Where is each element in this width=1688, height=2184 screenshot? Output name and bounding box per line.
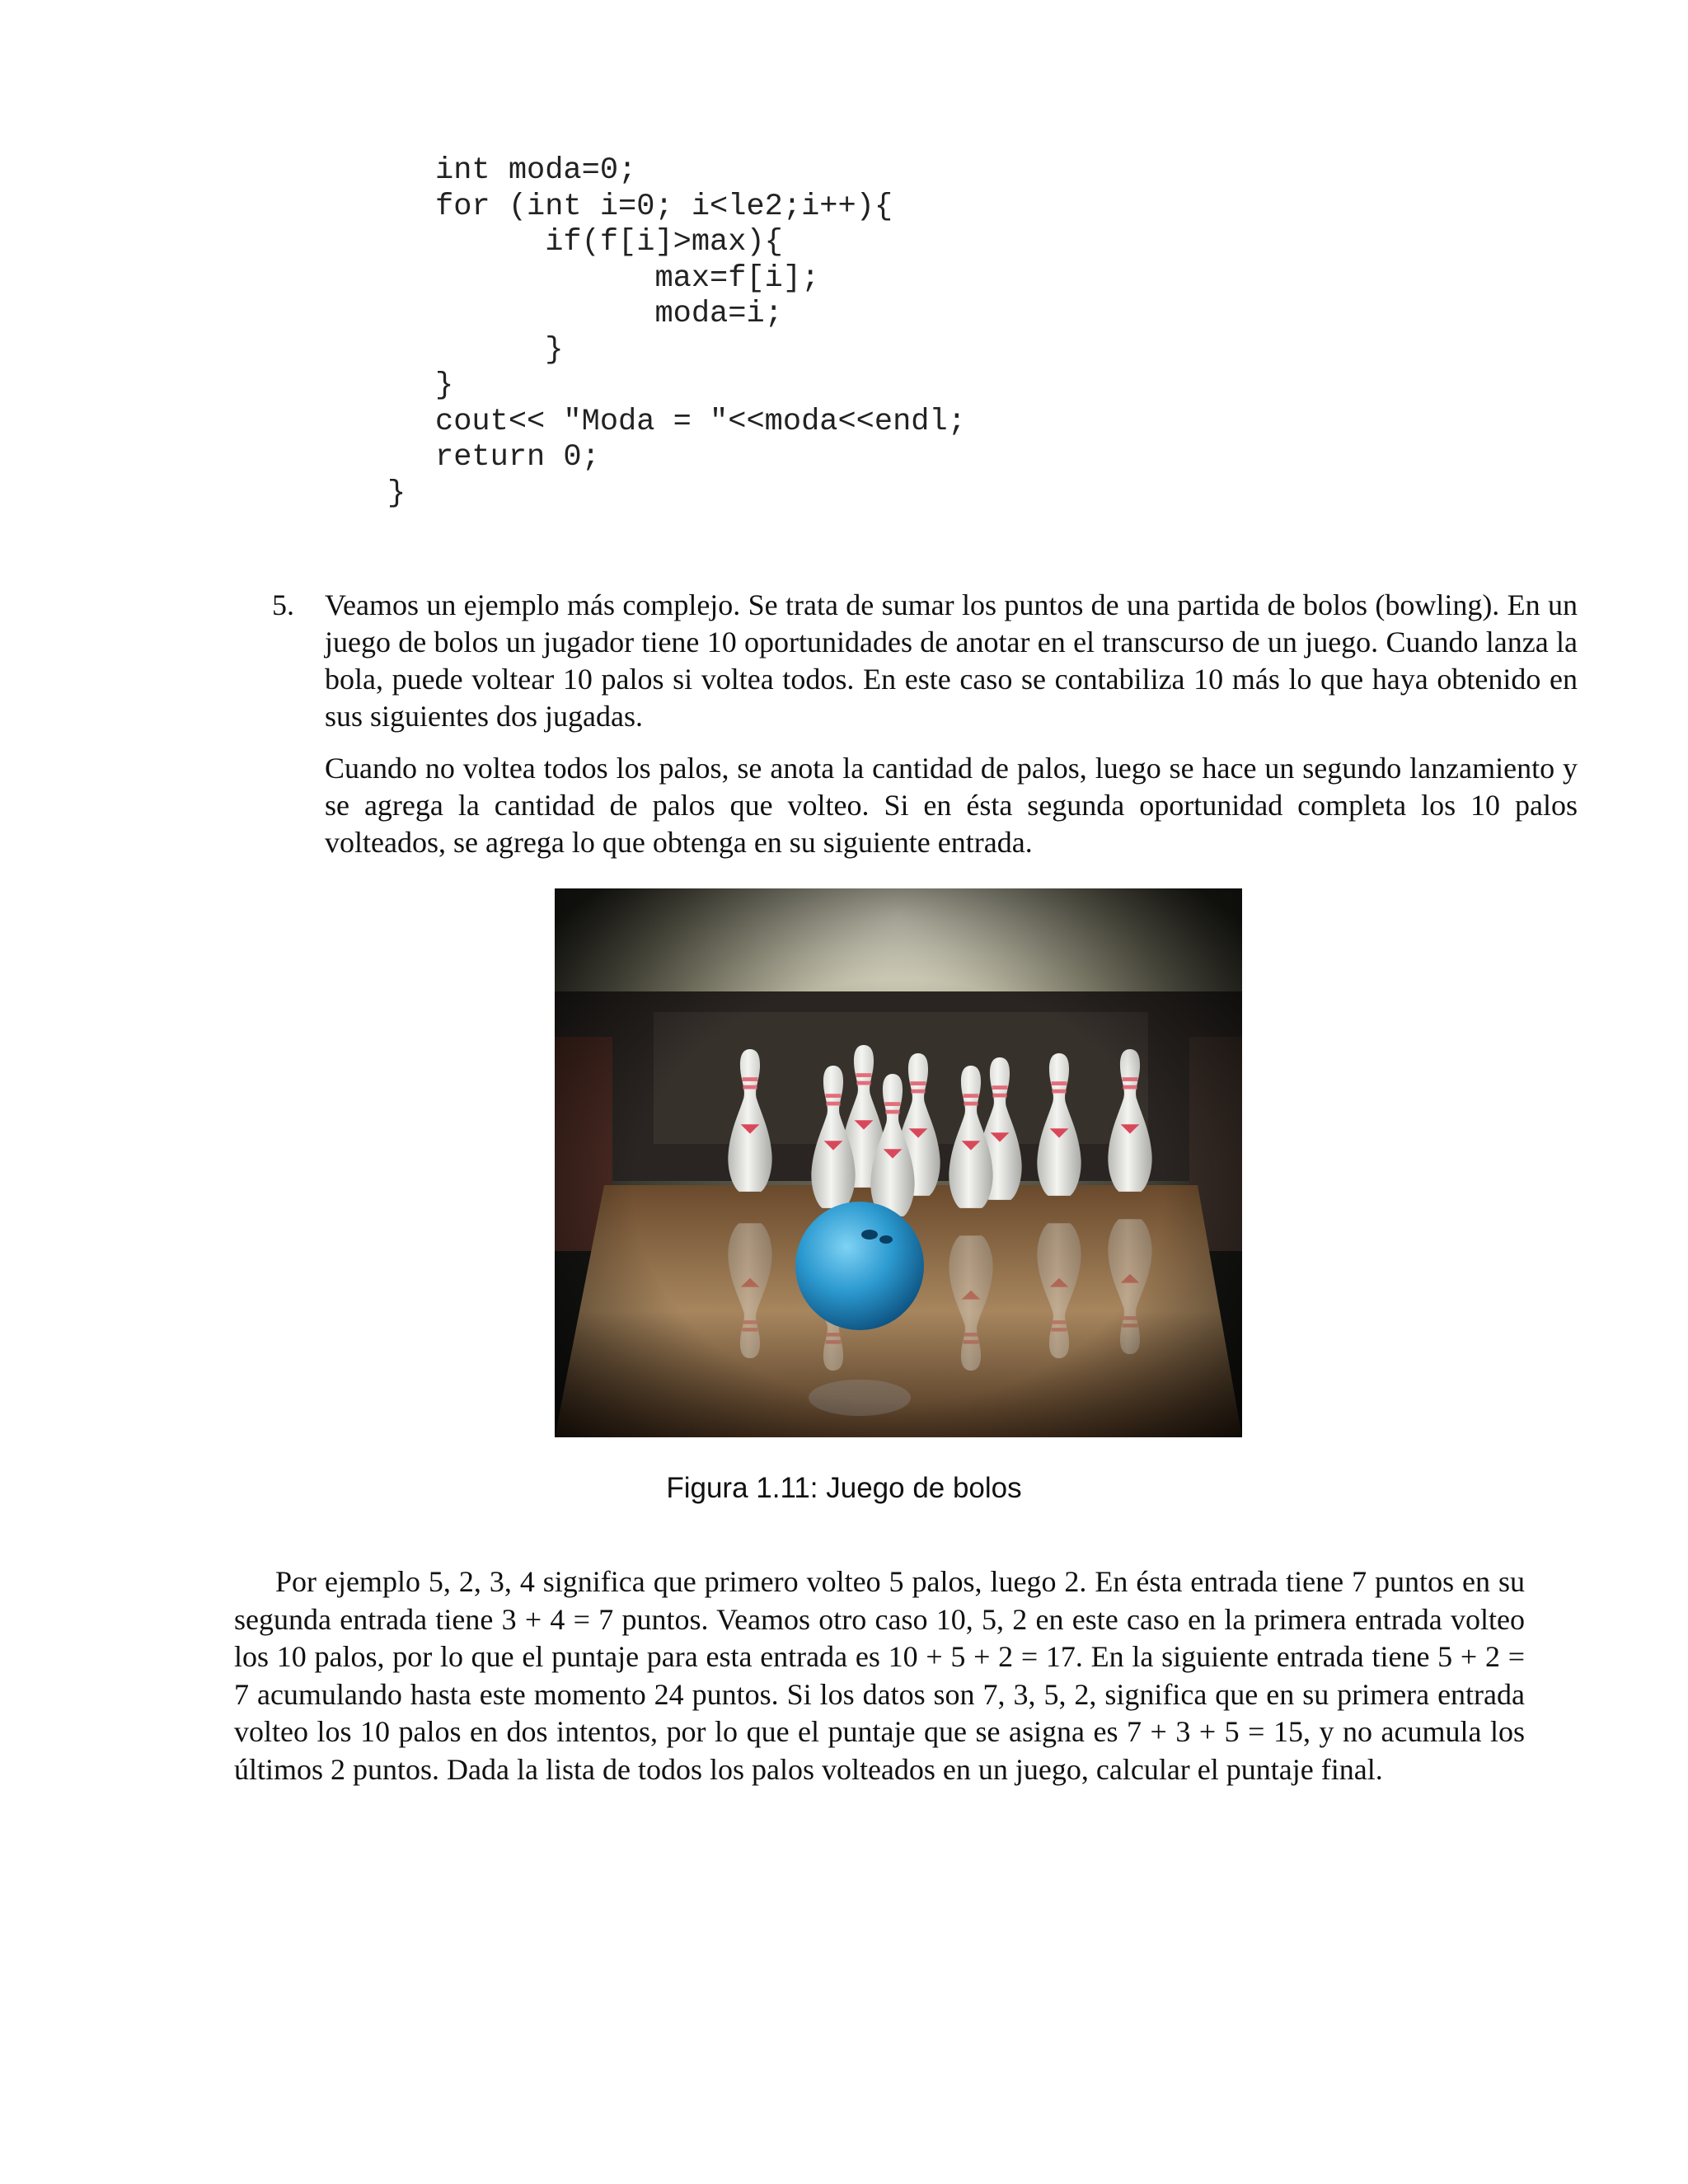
code-line: } bbox=[435, 332, 564, 368]
figure-caption: Figura 1.11: Juego de bolos bbox=[666, 1472, 1022, 1504]
item-paragraph: Veamos un ejemplo más complejo. Se trata de sumar los puntos de una partida de bolos (bowling). En un juego de bolos un jugador tiene 10 oportunidades de anotar en el transcurso de un juego. Cuando lanza la bola, puede voltear 10 palos si voltea todos. En este caso se contabiliza 10 más lo que haya obtenido en sus siguientes dos jugadas. bbox=[325, 588, 1578, 733]
code-line: moda=i; bbox=[435, 297, 783, 331]
code-line: max=f[i]; bbox=[435, 260, 820, 296]
code-line: for (int i=0; i<le2;i++){ bbox=[435, 189, 893, 224]
item-body bbox=[325, 587, 1578, 876]
code-line: int moda=0; bbox=[435, 153, 637, 188]
code-line: } bbox=[435, 368, 454, 403]
item-number: 5. bbox=[272, 588, 294, 621]
code-line: } bbox=[387, 476, 406, 511]
code-block bbox=[387, 153, 966, 512]
code-line: return 0; bbox=[435, 440, 600, 475]
code-line: cout<< "Moda = "<<moda<<endl; bbox=[435, 404, 966, 439]
body-paragraph: Por ejemplo 5, 2, 3, 4 significa que primero volteo 5 palos, luego 2. En ésta entrada tiene 7 puntos en su segunda entrada tiene 3 + 4 = 7 puntos. Veamos otro caso 10, 5, 2 en este caso en la primera entrada volteo los 10 palos, por lo que el puntaje para esta entrada es 10 + 5 + 2 = 17. En la siguiente entrada tiene 5 + 2 = 7 acumulando hasta este momento 24 puntos. Si los datos son 7, 3, 5, 2, significa que en su primera entrada volteo los 10 palos en dos intentos, por lo que el puntaje que se asigna es 7 + 3 + 5 = 15, y no acumula los últimos 2 puntos. Dada la lista de todos los palos volteados en un juego, calcular el puntaje final. bbox=[234, 1565, 1525, 1786]
code-line: if(f[i]>max){ bbox=[435, 225, 783, 260]
bowling-photo bbox=[555, 888, 1242, 1437]
bowling-illustration bbox=[555, 888, 1242, 1437]
item-paragraph: Cuando no voltea todos los palos, se anota la cantidad de palos, luego se hace un segundo lanzamiento y se agrega la cantidad de palos que volteo. Si en ésta segunda oportunidad completa los 10 palos volteados, se agrega lo que obtenga en su siguiente entrada. bbox=[325, 752, 1578, 859]
